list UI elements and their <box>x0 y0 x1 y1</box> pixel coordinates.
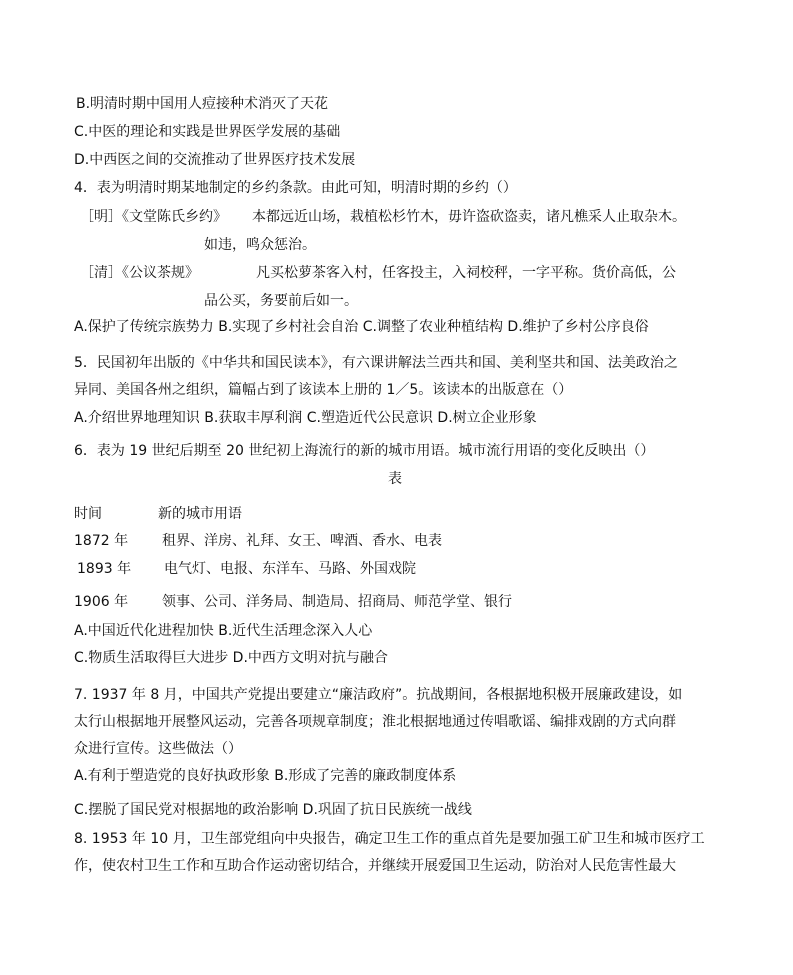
q7-options-line1: A.有利于塑造党的良好执政形象 B.形成了完善的廉政制度体系 <box>74 768 457 784</box>
q4-row1-text-2: 如违，鸣众惩治。 <box>204 237 316 253</box>
q7-stem-line1: 7. 1937 年 8 月，中国共产党提出要建立“廉洁政府”。抗战期间，各根据地积极开展廉政建设，如 <box>74 687 683 703</box>
q5-stem-line2: 异同、美国各州之组织，篇幅占到了该读本上册的 1／5。该读本的出版意在（） <box>74 382 573 398</box>
table-row-terms: 租界、洋房、礼拜、女王、啤酒、香水、电表 <box>162 533 442 549</box>
q6-table-title: 表 <box>388 471 402 487</box>
table-header-time: 时间 <box>74 506 102 522</box>
q4-options: A.保护了传统宗族势力 B.实现了乡村社会自治 C.调整了农业种植结构 D.维护了乡村公序良俗 <box>74 319 649 335</box>
q7-stem-line3: 众进行宣传。这些做法（） <box>74 741 242 757</box>
q4-row2-text-2: 品公买，务要前后如一。 <box>204 293 358 309</box>
table-row-terms: 领事、公司、洋务局、制造局、招商局、师范学堂、银行 <box>162 594 512 610</box>
q4-row1-label: ［明］《文堂陈氏乡约》 <box>80 209 227 225</box>
q6-options-line2: C.物质生活取得巨大进步 D.中西方文明对抗与融合 <box>74 650 388 666</box>
q3-option-d: D.中西医之间的交流推动了世界医疗技术发展 <box>74 152 356 168</box>
table-row-year: 1872 年 <box>74 533 129 549</box>
q7-options-line2: C.摆脱了国民党对根据地的政治影响 D.巩固了抗日民族统一战线 <box>74 802 472 818</box>
q6-options-line1: A.中国近代化进程加快 B.近代生活理念深入人心 <box>74 623 373 639</box>
q6-stem: 6．表为 19 世纪后期至 20 世纪初上海流行的新的城市用语。城市流行用语的变化反映出（） <box>74 443 655 459</box>
q4-row2-text-1: 凡买松萝茶客入村，任客投主，入祠校秤，一字平称。货价高低，公 <box>256 265 676 281</box>
q7-stem-line2: 太行山根据地开展整风运动，完善各项规章制度；淮北根据地通过传唱歌谣、编排戏剧的方式向群 <box>74 714 676 730</box>
q4-stem: 4．表为明清时期某地制定的乡约条款。由此可知，明清时期的乡约（） <box>74 180 517 196</box>
q4-row1-text-1: 本都远近山场，栽植松杉竹木，毋许盗砍盗卖，诸凡樵采人止取杂木。 <box>252 209 686 225</box>
table-row-terms: 电气灯、电报、东洋车、马路、外国戏院 <box>164 561 416 577</box>
q5-options: A.介绍世界地理知识 B.获取丰厚利润 C.塑造近代公民意识 D.树立企业形象 <box>74 410 537 426</box>
q3-option-c: C.中医的理论和实践是世界医学发展的基础 <box>74 124 341 140</box>
q8-stem-line2: 作，使农村卫生工作和互助合作运动密切结合，并继续开展爱国卫生运动，防治对人民危害性最大 <box>74 858 676 874</box>
table-row-year: 1906 年 <box>74 594 129 610</box>
q4-row2-label: ［清］《公议茶规》 <box>80 265 199 281</box>
table-row-year: 1893 年 <box>77 561 132 577</box>
table-header-terms: 新的城市用语 <box>158 506 242 522</box>
q8-stem-line1: 8. 1953 年 10 月，卫生部党组向中央报告，确定卫生工作的重点首先是要加强工矿卫生和城市医疗工 <box>74 831 705 847</box>
q5-stem-line1: 5．民国初年出版的《中华共和国民读本》，有六课讲解法兰西共和国、美利坚共和国、法美政治之 <box>74 355 678 371</box>
q3-option-b: B.明清时期中国用人痘接种术消灭了天花 <box>76 96 329 112</box>
